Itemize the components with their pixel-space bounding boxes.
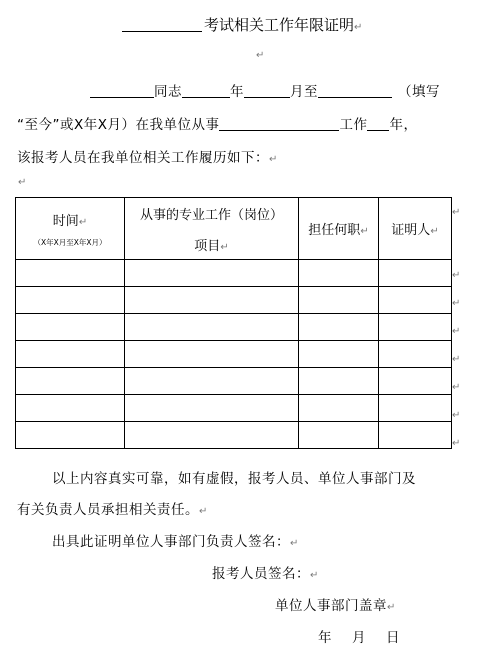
table-row bbox=[16, 341, 452, 368]
table-cell[interactable] bbox=[16, 260, 125, 287]
date-year-label: 年 bbox=[318, 630, 332, 646]
para-line-1 bbox=[90, 80, 440, 100]
paragraph-mark: ↵ bbox=[310, 570, 319, 581]
table-cell[interactable] bbox=[125, 341, 299, 368]
paragraph-mark: ↵ bbox=[78, 216, 88, 228]
table-cell[interactable] bbox=[16, 368, 125, 395]
table-cell[interactable] bbox=[379, 341, 452, 368]
job-blank[interactable] bbox=[219, 117, 339, 131]
date-month-label: 月 bbox=[352, 630, 366, 646]
table-cell[interactable] bbox=[299, 287, 379, 314]
start-year-blank[interactable] bbox=[182, 84, 230, 98]
paragraph-mark: ↵ bbox=[199, 506, 208, 517]
row-end-mark: ↵ bbox=[452, 298, 461, 309]
years-blank[interactable] bbox=[367, 117, 389, 131]
table-cell[interactable] bbox=[299, 368, 379, 395]
label-gongzuo: 工作 bbox=[339, 117, 368, 133]
table-cell[interactable] bbox=[16, 341, 125, 368]
paragraph-mark: ↵ bbox=[354, 22, 363, 33]
sign-head-line bbox=[52, 530, 299, 550]
table-row bbox=[16, 395, 452, 422]
title-text: 考试相关工作年限证明 bbox=[204, 16, 355, 34]
paragraph-mark: ↵ bbox=[269, 154, 278, 165]
para-line-3 bbox=[17, 146, 278, 166]
date-day-label: 日 bbox=[386, 630, 400, 646]
table-row bbox=[16, 422, 452, 449]
table-cell[interactable] bbox=[125, 314, 299, 341]
end-date-blank[interactable] bbox=[318, 84, 392, 98]
table-cell[interactable] bbox=[379, 368, 452, 395]
header-time-sub: （X年X月至X年X月） bbox=[33, 237, 107, 247]
table-cell[interactable] bbox=[299, 260, 379, 287]
header-position-label: 担任何职 bbox=[308, 223, 361, 238]
table-row bbox=[16, 260, 452, 287]
header-time-label: 时间 bbox=[52, 213, 79, 229]
table-cell[interactable] bbox=[125, 422, 299, 449]
table-row bbox=[16, 368, 452, 395]
para-line-2 bbox=[17, 113, 417, 133]
seal-line bbox=[275, 594, 396, 614]
statement-line-1: 以上内容真实可靠，如有虚假，报考人员、单位人事部门及 bbox=[52, 471, 416, 487]
table-cell[interactable] bbox=[16, 287, 125, 314]
table-cell[interactable] bbox=[125, 260, 299, 287]
table-cell[interactable] bbox=[299, 314, 379, 341]
table-cell[interactable] bbox=[379, 395, 452, 422]
table-cell[interactable] bbox=[299, 395, 379, 422]
paragraph-mark: ↵ bbox=[256, 50, 265, 61]
label-yue-zhi: 月至 bbox=[290, 84, 318, 100]
table-header-row bbox=[16, 198, 452, 260]
work-history-table bbox=[15, 197, 452, 449]
header-position bbox=[299, 198, 379, 260]
table-cell[interactable] bbox=[16, 395, 125, 422]
table-cell[interactable] bbox=[125, 368, 299, 395]
sign-head-label: 出具此证明单位人事部门负责人签名： bbox=[52, 534, 290, 550]
header-work bbox=[125, 198, 299, 260]
paragraph-mark: ↵ bbox=[430, 226, 439, 237]
table-row bbox=[16, 314, 452, 341]
statement-line-2 bbox=[17, 498, 208, 518]
table-cell[interactable] bbox=[16, 314, 125, 341]
date-line bbox=[318, 626, 400, 646]
statement-line-2-text: 有关负责人员承担相关责任。 bbox=[17, 502, 199, 518]
table-cell[interactable] bbox=[16, 422, 125, 449]
document-title bbox=[122, 14, 362, 35]
paragraph-mark: ↵ bbox=[290, 538, 299, 549]
start-month-blank[interactable] bbox=[244, 84, 290, 98]
table-cell[interactable] bbox=[125, 287, 299, 314]
table-cell[interactable] bbox=[299, 341, 379, 368]
label-tongzhi: 同志 bbox=[154, 84, 182, 100]
row-end-mark: ↵ bbox=[452, 438, 461, 449]
table-cell[interactable] bbox=[379, 287, 452, 314]
table-cell[interactable] bbox=[379, 260, 452, 287]
sign-applicant-label: 报考人员签名： bbox=[212, 566, 310, 582]
row-end-mark: ↵ bbox=[452, 410, 461, 421]
row-end-mark: ↵ bbox=[452, 270, 461, 281]
table-cell[interactable] bbox=[379, 314, 452, 341]
header-work-line2: 项目 bbox=[194, 239, 221, 254]
title-blank[interactable] bbox=[122, 17, 202, 32]
label-nian: 年 bbox=[230, 84, 244, 100]
label-line3: 该报考人员在我单位相关工作履历如下： bbox=[17, 150, 269, 166]
sign-applicant-line bbox=[212, 562, 319, 582]
label-line2-a: “至今”或X年X月）在我单位从事 bbox=[17, 117, 220, 133]
header-witness-label: 证明人 bbox=[391, 223, 431, 238]
paragraph-mark: ↵ bbox=[360, 226, 369, 237]
paragraph-mark: ↵ bbox=[220, 242, 229, 253]
label-nian-end: 年， bbox=[389, 117, 418, 133]
row-end-mark: ↵ bbox=[452, 382, 461, 393]
row-end-mark: ↵ bbox=[452, 207, 461, 218]
row-end-mark: ↵ bbox=[452, 354, 461, 365]
paragraph-mark: ↵ bbox=[387, 602, 396, 613]
header-work-line1: 从事的专业工作（岗位） bbox=[139, 208, 283, 223]
paragraph-mark: ↵ bbox=[18, 177, 27, 188]
table-cell[interactable] bbox=[125, 395, 299, 422]
table-cell[interactable] bbox=[299, 422, 379, 449]
table-cell[interactable] bbox=[379, 422, 452, 449]
header-witness bbox=[379, 198, 452, 260]
table-row bbox=[16, 287, 452, 314]
seal-label: 单位人事部门盖章 bbox=[275, 598, 387, 614]
row-end-mark: ↵ bbox=[452, 326, 461, 337]
label-tianxie: （填写 bbox=[398, 84, 440, 100]
name-blank[interactable] bbox=[90, 84, 154, 98]
header-time bbox=[16, 198, 125, 260]
